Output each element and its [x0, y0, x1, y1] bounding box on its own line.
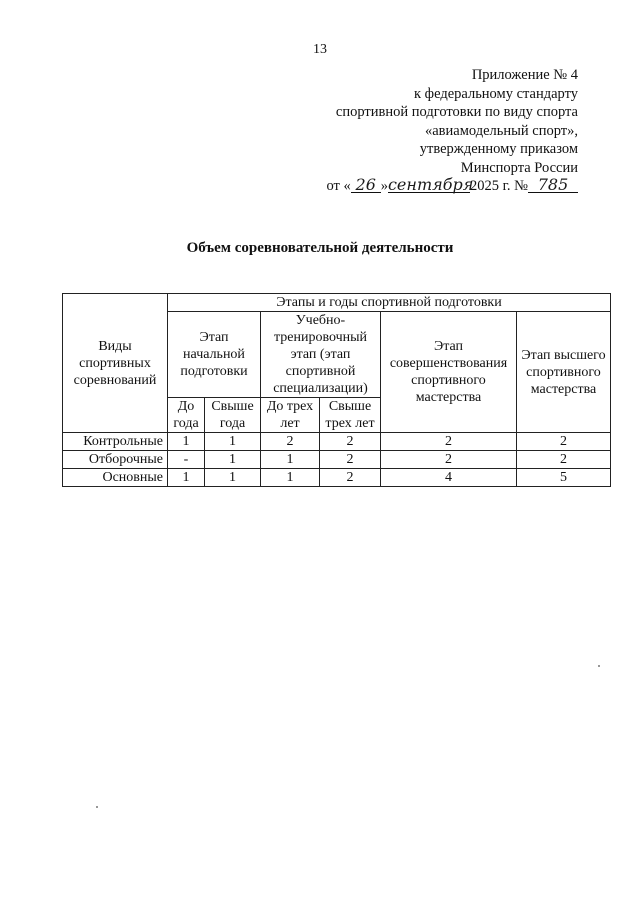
- appendix-line: к федеральному стандарту: [414, 85, 578, 102]
- competition-volume-table: [62, 293, 611, 487]
- header-up-to-three: До трех лет: [261, 398, 320, 433]
- table-cell: 2: [320, 469, 381, 487]
- table-cell: 2: [381, 433, 517, 451]
- table-cell: 2: [320, 451, 381, 469]
- header-stage-training: Учебно-тренировочный этап (этап спортивной специализации): [261, 312, 381, 398]
- table-cell: 1: [205, 433, 261, 451]
- document-title: Объем соревновательной деятельности: [186, 240, 454, 256]
- appendix-line: Приложение № 4: [471, 67, 578, 83]
- table-row: [63, 451, 611, 469]
- row-name: Отборочные: [63, 451, 168, 469]
- appendix-line: утвержденному приказом: [419, 141, 578, 157]
- table-cell: 5: [517, 469, 611, 487]
- table-cell: 2: [320, 433, 381, 451]
- table-cell: 1: [261, 469, 320, 487]
- date-day-close: »: [380, 178, 388, 194]
- appendix-block: [278, 66, 578, 196]
- header-stages-group: Этапы и годы спортивной подготовки: [168, 294, 611, 312]
- table-cell: 2: [517, 451, 611, 469]
- handwritten-month: сентября: [387, 175, 474, 194]
- row-name: Основные: [63, 469, 168, 487]
- table-cell: 2: [517, 433, 611, 451]
- header-over-year: Свыше года: [205, 398, 261, 433]
- header-stage-initial: Этап начальной подготовки: [168, 312, 261, 398]
- appendix-line: спортивной подготовки по виду спорта: [335, 104, 578, 120]
- header-over-three: Свыше трех лет: [320, 398, 381, 433]
- table-cell: 2: [381, 451, 517, 469]
- order-date-line: [278, 177, 578, 196]
- header-up-to-year: До года: [168, 398, 205, 433]
- handwritten-day: 26: [351, 178, 381, 193]
- appendix-line: «авиамодельный спорт»,: [424, 122, 578, 139]
- scan-speck: [598, 665, 600, 667]
- table-cell: -: [168, 451, 205, 469]
- table-cell: 1: [261, 451, 320, 469]
- header-stage-highest: Этап высшего спортивного мастерства: [517, 312, 611, 433]
- table-row: [63, 433, 611, 451]
- page-number: 13: [313, 42, 327, 57]
- appendix-line: Минспорта России: [460, 159, 578, 176]
- table-cell: 1: [168, 469, 205, 487]
- table-row: [63, 469, 611, 487]
- table-cell: 1: [205, 469, 261, 487]
- date-prefix: от «: [326, 178, 351, 194]
- scan-speck: [96, 806, 98, 808]
- table-cell: 1: [168, 433, 205, 451]
- header-stage-improvement: Этап совершенствования спортивного мастерства: [381, 312, 517, 433]
- table-cell: 4: [381, 469, 517, 487]
- handwritten-order-number: 785: [528, 178, 578, 193]
- table-cell: 2: [261, 433, 320, 451]
- header-kinds: Виды спортивных соревнований: [63, 294, 168, 433]
- table-cell: 1: [205, 451, 261, 469]
- row-name: Контрольные: [63, 433, 168, 451]
- date-year-suffix: 2025 г. №: [469, 178, 528, 194]
